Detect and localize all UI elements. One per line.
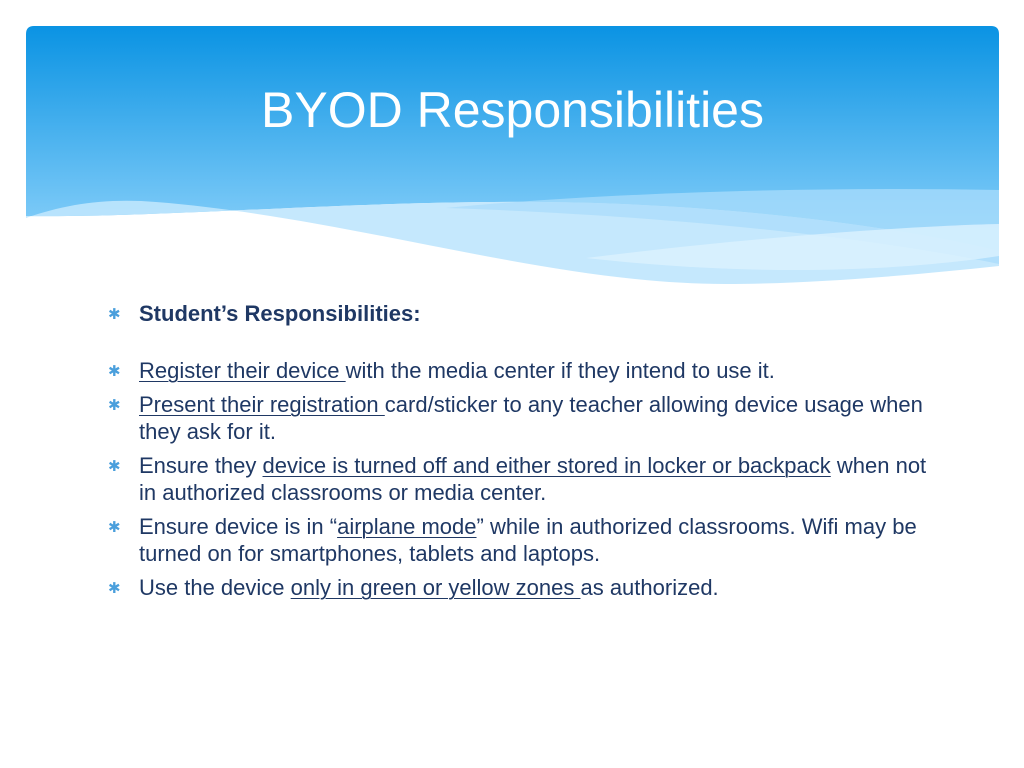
item-text: card/sticker to any teacher allowing device usage when they ask for it.	[139, 392, 923, 444]
item-text: when not in authorized classrooms or media center.	[139, 453, 927, 505]
asterisk-bullet-icon: ✱	[108, 580, 121, 597]
item-text: ” while in authorized classrooms. Wifi may be turned on for smartphones, tablets and laptops.	[139, 514, 917, 566]
asterisk-bullet-icon: ✱	[108, 306, 121, 323]
asterisk-bullet-icon: ✱	[108, 519, 121, 536]
list-item	[108, 300, 928, 327]
underlined-phrase: airplane mode	[337, 514, 477, 539]
item-text: Use the device	[139, 575, 291, 600]
item-text: with the media center if they intend to use it.	[345, 358, 775, 383]
bullet-list	[108, 300, 928, 608]
asterisk-bullet-icon: ✱	[108, 458, 121, 475]
list-item	[108, 452, 928, 506]
list-item	[108, 391, 928, 445]
list-item	[108, 357, 928, 384]
asterisk-bullet-icon: ✱	[108, 363, 121, 380]
underlined-phrase: only in green or yellow zones	[290, 575, 581, 600]
section-heading: Student’s Responsibilities:	[139, 301, 421, 326]
underlined-phrase: Register their device	[139, 358, 346, 383]
list-item	[108, 513, 928, 567]
wave-banner	[26, 26, 999, 288]
underlined-phrase: device is turned off and either stored in locker or backpack	[262, 453, 831, 478]
header-banner	[26, 26, 999, 288]
list-item	[108, 574, 928, 601]
underlined-phrase: Present their registration	[139, 392, 385, 417]
item-text: Ensure they	[139, 453, 263, 478]
slide-title: BYOD Responsibilities	[261, 82, 764, 138]
item-text: Ensure device is in “	[139, 514, 338, 539]
item-text: as authorized.	[580, 575, 719, 600]
asterisk-bullet-icon: ✱	[108, 397, 121, 414]
